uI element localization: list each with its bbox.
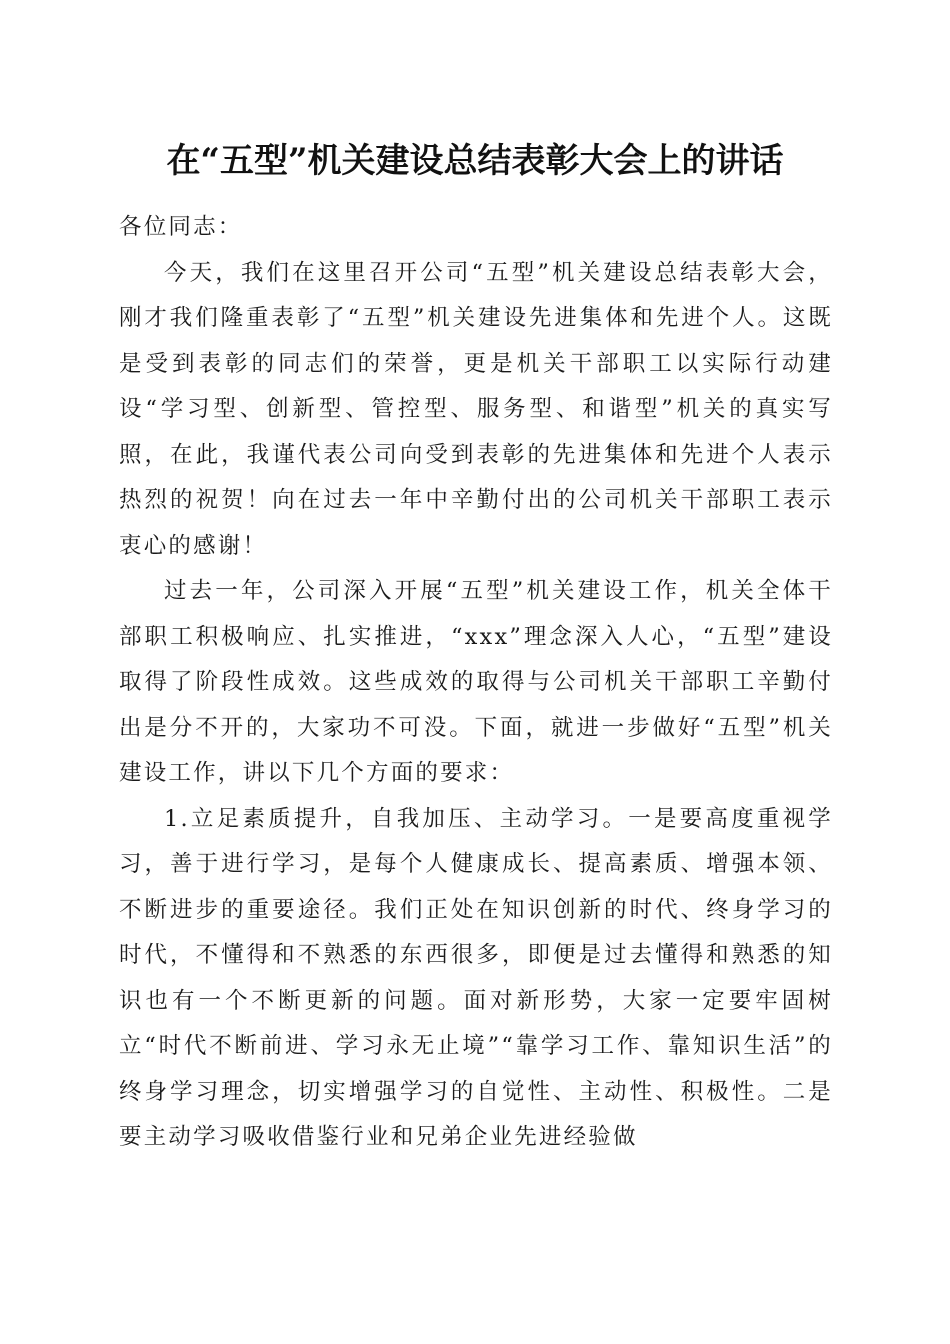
document-title: 在“五型”机关建设总结表彰大会上的讲话 <box>166 141 784 181</box>
paragraph-review: 过去一年，公司深入开展“五型”机关建设工作，机关全体干部职工积极响应、扎实推进，“xxx”理念深入人心，“五型”建设取得了阶段性成效。这些成效的取得与公司机关干部职工辛勤付出是分不开的，大家功不可没。下面，就进一步做好“五型”机关建设工作，讲以下几个方面的要求： <box>119 578 833 786</box>
salutation: 各位同志： <box>119 214 243 240</box>
document-body <box>119 205 833 1161</box>
paragraph-opening: 今天，我们在这里召开公司“五型”机关建设总结表彰大会，刚才我们隆重表彰了“五型”机关建设先进集体和先进个人。这既是受到表彰的同志们的荣誉，更是机关干部职工以实际行动建设“学习型、创新型、管控型、服务型、和谐型”机关的真实写照，在此，我谨代表公司向受到表彰的先进集体和先进个人表示热烈的祝贺！向在过去一年中辛勤付出的公司机关干部职工表示衷心的感谢！ <box>119 259 833 559</box>
paragraph-requirement-1: 1.立足素质提升，自我加压、主动学习。一是要高度重视学习，善于进行学习，是每个人健康成长、提高素质、增强本领、不断进步的重要途径。我们正处在知识创新的时代、终身学习的时代，不懂得和不熟悉的东西很多，即便是过去懂得和熟悉的知识也有一个不断更新的问题。面对新形势，大家一定要牢固树立“时代不断前进、学习永无止境”“靠学习工作、靠知识生活”的终身学习理念，切实增强学习的自觉性、主动性、积极性。二是要主动学习吸收借鉴行业和兄弟企业先进经验做 <box>119 805 833 1150</box>
